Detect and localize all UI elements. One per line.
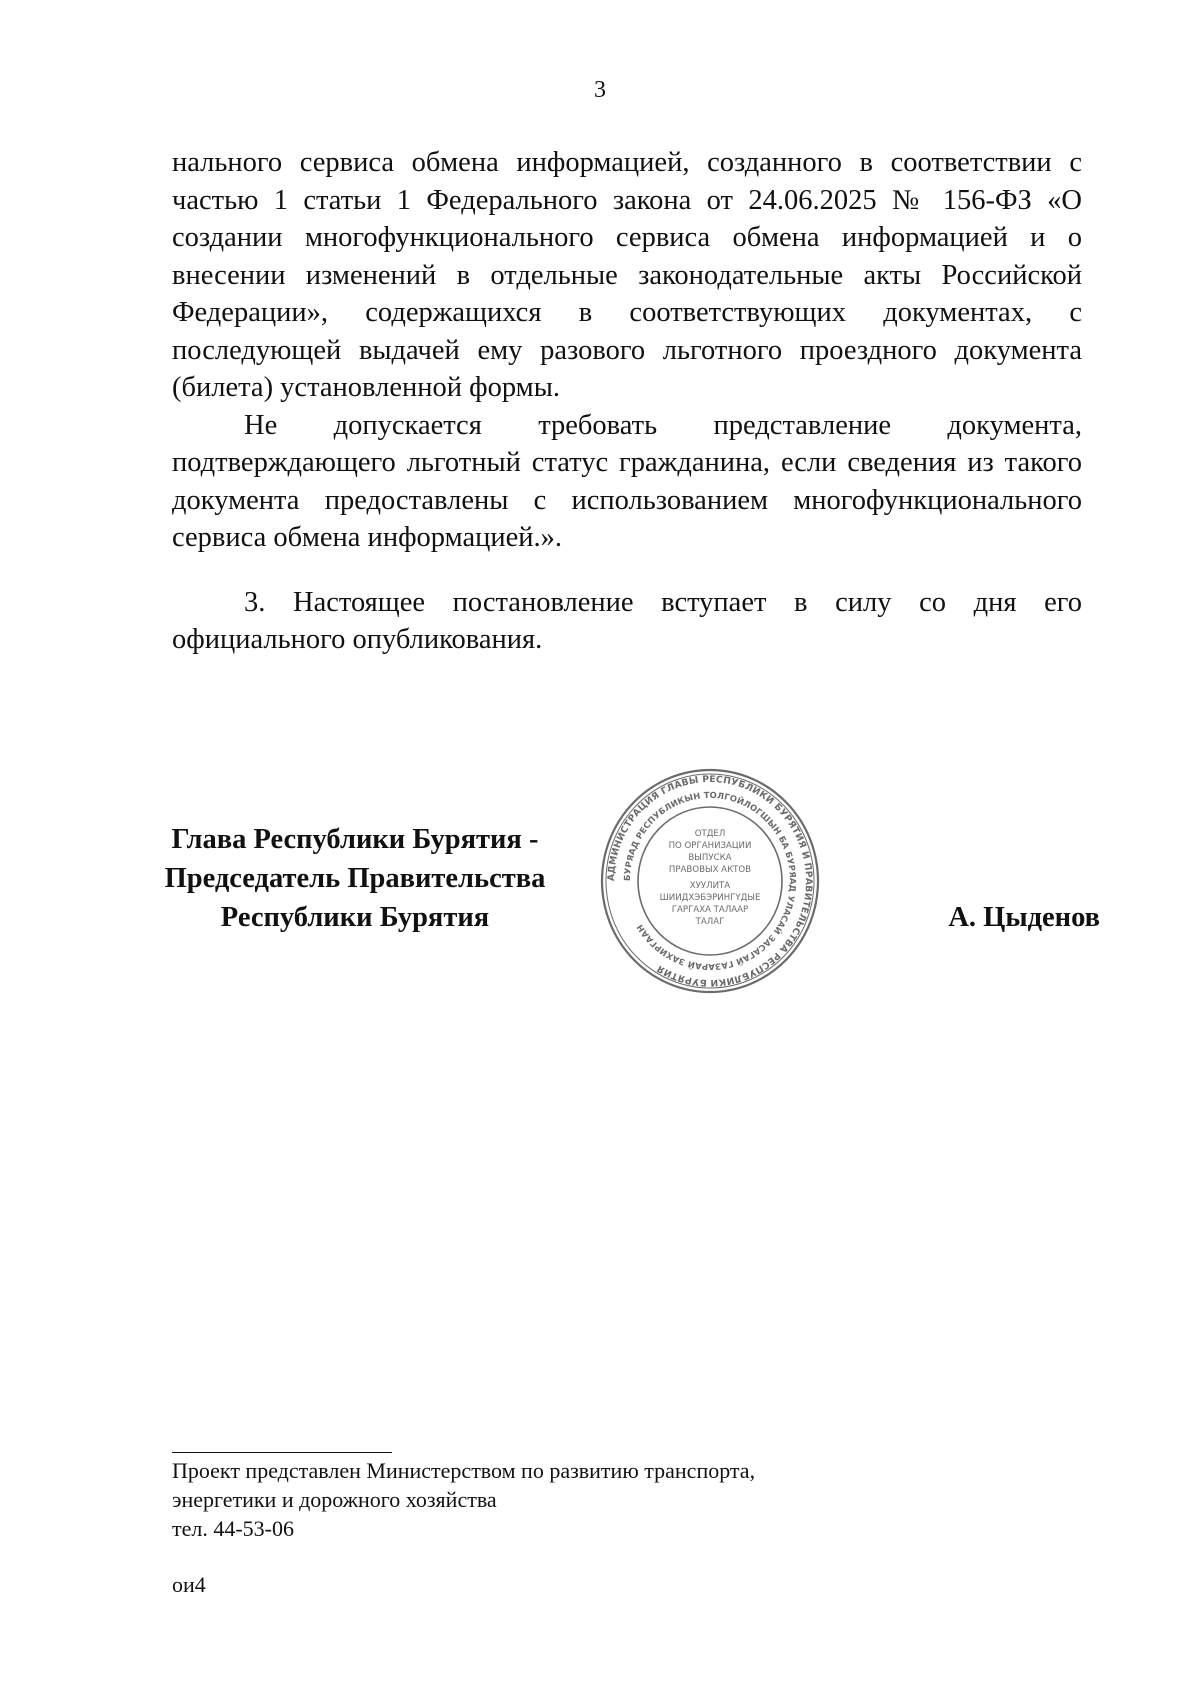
seal-ring-inner-text: БУРЯАД РЕСПУБЛИКЫН ТОЛГОЙЛОГШЫН БА БУРЯАД УЛАСАЙ ЗАСАГАЙ ГАЗАРАЙ ЗАХИРГААН (621, 789, 799, 973)
signatory-position-line: Глава Республики Бурятия - (171, 824, 539, 855)
seal-inner-text: ШИИДХЭБЭРИНГҮДЫЕ (659, 893, 761, 903)
seal-inner-text: ПО ОРГАНИЗАЦИИ (668, 841, 752, 851)
seal-ring-outer-text: АДМИНИСТРАЦИЯ ГЛАВЫ РЕСПУБЛИКИ БУРЯТИЯ И ПРАВИТЕЛЬСТВА РЕСПУБЛИКИ БУРЯТИЯ (605, 773, 815, 989)
signatory-name: А. Цыденов (948, 902, 1100, 933)
footnote (172, 1456, 892, 1543)
paragraph-continuation: нального сервиса обмена информацией, созданного в соответствии с частью 1 статьи 1 Федерального закона от 24.06.2025 № 156-ФЗ «О создании многофункционального сервиса обмена информацией и о внесении изменений в отдельные законодательные акты Российской Федерации», содержащихся в соответствующих документах, с последующей выдачей ему разового льготного проездного документа (билета) установленной формы. (172, 147, 1082, 403)
signatory-position-line: Председатель Правительства (164, 863, 546, 894)
seal-inner-text: ВЫПУСКА (688, 853, 732, 863)
official-seal (600, 768, 820, 994)
seal-inner-text: ГАРГАХА ТАЛААР (671, 905, 749, 915)
document-code: ои4 (172, 1572, 206, 1597)
footnote-divider (172, 1452, 392, 1453)
seal-inner-text: ХУУЛИТА (689, 881, 731, 891)
paragraph-prohibition: Не допускается требовать представление документа, подтверждающего льготный статус гражданина, если сведения из такого документа предоставлены с использованием многофункционального сервиса обмена информацией.». (172, 409, 1082, 553)
signatory-position-line: Республики Бурятия (220, 902, 490, 933)
footnote-line: энергетики и дорожного хозяйства (172, 1487, 497, 1512)
seal-inner-text: ТАЛАГ (695, 917, 725, 927)
page-number: 3 (594, 77, 606, 103)
seal-inner-text: ПРАВОВЫХ АКТОВ (668, 865, 752, 875)
footnote-phone: тел. 44-53-06 (172, 1516, 295, 1541)
signatory-position (150, 820, 560, 937)
paragraph-effective-date: 3. Настоящее постановление вступает в силу со дня его официального опубликования. (172, 586, 1082, 655)
document-body (172, 144, 1082, 659)
footnote-line: Проект представлен Министерством по развитию транспорта, (172, 1458, 756, 1483)
seal-inner-text: ОТДЕЛ (694, 829, 726, 839)
